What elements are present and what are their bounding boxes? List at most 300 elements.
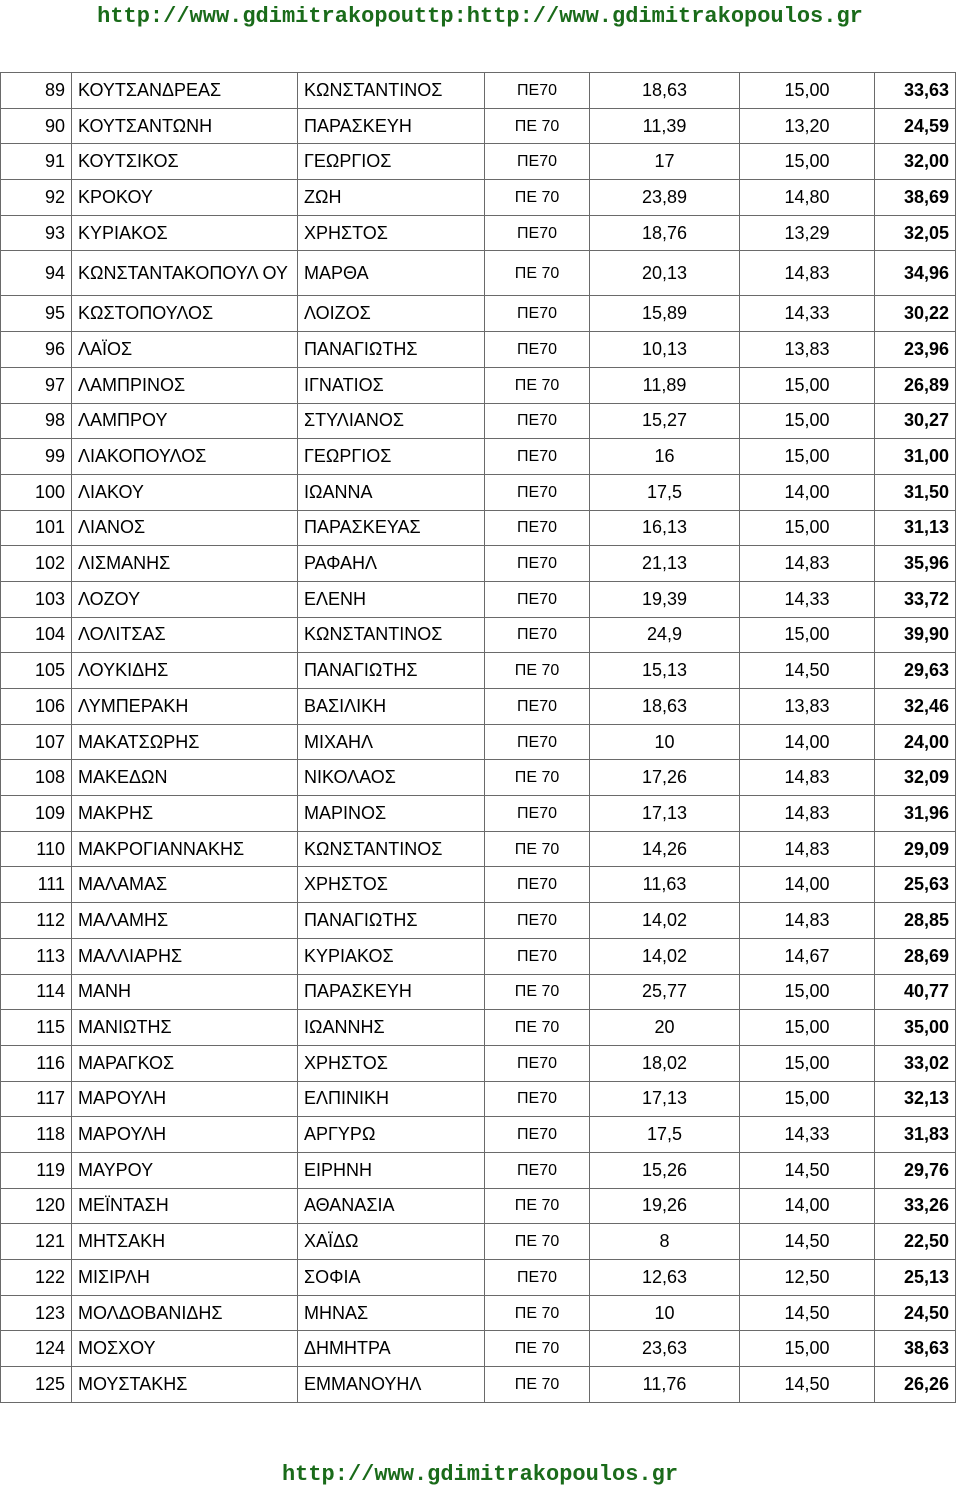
score-2-cell: 14,33 bbox=[740, 581, 875, 617]
surname-cell: ΜΕΪΝΤΑΣΗ bbox=[72, 1188, 298, 1224]
surname-cell: ΜΑΝΙΩΤΗΣ bbox=[72, 1010, 298, 1046]
surname-cell: ΜΑΡΑΓΚΟΣ bbox=[72, 1045, 298, 1081]
score-2-cell: 14,83 bbox=[740, 546, 875, 582]
table-row bbox=[1, 689, 956, 725]
score-2-cell: 13,20 bbox=[740, 108, 875, 144]
total-score-cell: 31,00 bbox=[875, 439, 956, 475]
score-1-cell: 18,02 bbox=[590, 1045, 740, 1081]
score-1-cell: 18,63 bbox=[590, 73, 740, 109]
specialty-cell: ΠΕ70 bbox=[485, 546, 590, 582]
table-row bbox=[1, 546, 956, 582]
score-1-cell: 11,63 bbox=[590, 867, 740, 903]
table-row bbox=[1, 180, 956, 216]
total-score-cell: 28,85 bbox=[875, 903, 956, 939]
specialty-cell: ΠΕ70 bbox=[485, 689, 590, 725]
first-name-cell: ΚΩΝΣΤΑΝΤΙΝΟΣ bbox=[298, 73, 485, 109]
first-name-cell: ΕΙΡΗΝΗ bbox=[298, 1152, 485, 1188]
results-table bbox=[0, 72, 956, 1403]
first-name-cell: ΕΜΜΑΝΟΥΗΛ bbox=[298, 1367, 485, 1403]
score-2-cell: 12,50 bbox=[740, 1260, 875, 1296]
total-score-cell: 33,26 bbox=[875, 1188, 956, 1224]
score-1-cell: 16 bbox=[590, 439, 740, 475]
score-1-cell: 15,27 bbox=[590, 403, 740, 439]
score-1-cell: 24,9 bbox=[590, 617, 740, 653]
row-number: 95 bbox=[1, 296, 72, 332]
specialty-cell: ΠΕ70 bbox=[485, 938, 590, 974]
row-number: 103 bbox=[1, 581, 72, 617]
row-number: 123 bbox=[1, 1295, 72, 1331]
specialty-cell: ΠΕ70 bbox=[485, 296, 590, 332]
specialty-cell: ΠΕ70 bbox=[485, 474, 590, 510]
first-name-cell: ΒΑΣΙΛΙΚΗ bbox=[298, 689, 485, 725]
table-row bbox=[1, 1367, 956, 1403]
first-name-cell: ΣΟΦΙΑ bbox=[298, 1260, 485, 1296]
score-1-cell: 11,89 bbox=[590, 367, 740, 403]
score-1-cell: 15,13 bbox=[590, 653, 740, 689]
score-1-cell: 25,77 bbox=[590, 974, 740, 1010]
specialty-cell: ΠΕ 70 bbox=[485, 180, 590, 216]
specialty-cell: ΠΕ 70 bbox=[485, 108, 590, 144]
table-row bbox=[1, 581, 956, 617]
table-row bbox=[1, 938, 956, 974]
surname-cell: ΜΟΣΧΟΥ bbox=[72, 1331, 298, 1367]
first-name-cell: ΧΡΗΣΤΟΣ bbox=[298, 867, 485, 903]
score-2-cell: 15,00 bbox=[740, 403, 875, 439]
score-2-cell: 15,00 bbox=[740, 144, 875, 180]
total-score-cell: 31,83 bbox=[875, 1117, 956, 1153]
surname-cell: ΛΑΜΠΡΙΝΟΣ bbox=[72, 367, 298, 403]
row-number: 107 bbox=[1, 724, 72, 760]
score-2-cell: 14,50 bbox=[740, 1152, 875, 1188]
surname-cell: ΚΩΣΤΟΠΟΥΛΟΣ bbox=[72, 296, 298, 332]
first-name-cell: ΚΥΡΙΑΚΟΣ bbox=[298, 938, 485, 974]
total-score-cell: 26,26 bbox=[875, 1367, 956, 1403]
table-row bbox=[1, 1010, 956, 1046]
table-row bbox=[1, 1152, 956, 1188]
surname-cell: ΜΑΚΑΤΣΩΡΗΣ bbox=[72, 724, 298, 760]
surname-cell: ΚΡΟΚΟΥ bbox=[72, 180, 298, 216]
score-1-cell: 18,76 bbox=[590, 215, 740, 251]
table-row bbox=[1, 510, 956, 546]
row-number: 92 bbox=[1, 180, 72, 216]
score-2-cell: 14,50 bbox=[740, 1295, 875, 1331]
total-score-cell: 39,90 bbox=[875, 617, 956, 653]
table-row bbox=[1, 1331, 956, 1367]
row-number: 117 bbox=[1, 1081, 72, 1117]
score-2-cell: 14,00 bbox=[740, 724, 875, 760]
table-row bbox=[1, 367, 956, 403]
specialty-cell: ΠΕ 70 bbox=[485, 831, 590, 867]
table-row bbox=[1, 1295, 956, 1331]
first-name-cell: ΧΡΗΣΤΟΣ bbox=[298, 215, 485, 251]
row-number: 114 bbox=[1, 974, 72, 1010]
surname-cell: ΜΑΚΡΟΓΙΑΝΝΑΚΗΣ bbox=[72, 831, 298, 867]
row-number: 91 bbox=[1, 144, 72, 180]
specialty-cell: ΠΕ70 bbox=[485, 581, 590, 617]
score-2-cell: 15,00 bbox=[740, 439, 875, 475]
score-2-cell: 15,00 bbox=[740, 974, 875, 1010]
total-score-cell: 31,96 bbox=[875, 796, 956, 832]
table-row bbox=[1, 332, 956, 368]
surname-cell: ΛΟΥΚΙΔΗΣ bbox=[72, 653, 298, 689]
specialty-cell: ΠΕ 70 bbox=[485, 1224, 590, 1260]
total-score-cell: 23,96 bbox=[875, 332, 956, 368]
score-2-cell: 15,00 bbox=[740, 617, 875, 653]
table-row bbox=[1, 1117, 956, 1153]
footer-url-link[interactable]: http://www.gdimitrakopoulos.gr bbox=[281, 1462, 679, 1487]
score-2-cell: 13,29 bbox=[740, 215, 875, 251]
row-number: 89 bbox=[1, 73, 72, 109]
specialty-cell: ΠΕ 70 bbox=[485, 974, 590, 1010]
row-number: 90 bbox=[1, 108, 72, 144]
total-score-cell: 24,50 bbox=[875, 1295, 956, 1331]
surname-cell: ΚΟΥΤΣΙΚΟΣ bbox=[72, 144, 298, 180]
score-2-cell: 15,00 bbox=[740, 1331, 875, 1367]
first-name-cell: ΠΑΝΑΓΙΩΤΗΣ bbox=[298, 332, 485, 368]
surname-cell: ΚΩΝΣΤΑΝΤΑΚΟΠΟΥΛ ΟΥ bbox=[72, 251, 298, 296]
score-2-cell: 13,83 bbox=[740, 332, 875, 368]
total-score-cell: 33,63 bbox=[875, 73, 956, 109]
row-number: 120 bbox=[1, 1188, 72, 1224]
row-number: 101 bbox=[1, 510, 72, 546]
first-name-cell: ΚΩΝΣΤΑΝΤΙΝΟΣ bbox=[298, 831, 485, 867]
specialty-cell: ΠΕ70 bbox=[485, 1260, 590, 1296]
table-row bbox=[1, 73, 956, 109]
score-2-cell: 14,83 bbox=[740, 760, 875, 796]
surname-cell: ΜΟΛΔΟΒΑΝΙΔΗΣ bbox=[72, 1295, 298, 1331]
surname-cell: ΛΥΜΠΕΡΑΚΗ bbox=[72, 689, 298, 725]
table-row bbox=[1, 1260, 956, 1296]
row-number: 112 bbox=[1, 903, 72, 939]
total-score-cell: 22,50 bbox=[875, 1224, 956, 1260]
specialty-cell: ΠΕ70 bbox=[485, 867, 590, 903]
total-score-cell: 29,09 bbox=[875, 831, 956, 867]
surname-cell: ΛΙΑΚΟΠΟΥΛΟΣ bbox=[72, 439, 298, 475]
table-row bbox=[1, 1045, 956, 1081]
row-number: 104 bbox=[1, 617, 72, 653]
row-number: 116 bbox=[1, 1045, 72, 1081]
surname-cell: ΚΟΥΤΣΑΝΤΩΝΗ bbox=[72, 108, 298, 144]
table-row bbox=[1, 724, 956, 760]
score-1-cell: 21,13 bbox=[590, 546, 740, 582]
score-1-cell: 23,63 bbox=[590, 1331, 740, 1367]
first-name-cell: ΓΕΩΡΓΙΟΣ bbox=[298, 439, 485, 475]
score-1-cell: 11,39 bbox=[590, 108, 740, 144]
table-row bbox=[1, 617, 956, 653]
total-score-cell: 33,02 bbox=[875, 1045, 956, 1081]
score-2-cell: 14,00 bbox=[740, 474, 875, 510]
score-1-cell: 17,26 bbox=[590, 760, 740, 796]
row-number: 108 bbox=[1, 760, 72, 796]
surname-cell: ΜΑΛΑΜΗΣ bbox=[72, 903, 298, 939]
table-row bbox=[1, 439, 956, 475]
first-name-cell: ΚΩΝΣΤΑΝΤΙΝΟΣ bbox=[298, 617, 485, 653]
surname-cell: ΛΙΑΚΟΥ bbox=[72, 474, 298, 510]
surname-cell: ΛΑΪΟΣ bbox=[72, 332, 298, 368]
first-name-cell: ΜΗΝΑΣ bbox=[298, 1295, 485, 1331]
row-number: 118 bbox=[1, 1117, 72, 1153]
table-row bbox=[1, 760, 956, 796]
first-name-cell: ΔΗΜΗΤΡΑ bbox=[298, 1331, 485, 1367]
row-number: 124 bbox=[1, 1331, 72, 1367]
total-score-cell: 32,13 bbox=[875, 1081, 956, 1117]
row-number: 109 bbox=[1, 796, 72, 832]
first-name-cell: ΑΘΑΝΑΣΙΑ bbox=[298, 1188, 485, 1224]
first-name-cell: ΠΑΡΑΣΚΕΥΗ bbox=[298, 108, 485, 144]
score-2-cell: 14,83 bbox=[740, 831, 875, 867]
score-2-cell: 13,83 bbox=[740, 689, 875, 725]
total-score-cell: 25,13 bbox=[875, 1260, 956, 1296]
total-score-cell: 32,46 bbox=[875, 689, 956, 725]
first-name-cell: ΜΑΡΘΑ bbox=[298, 251, 485, 296]
row-number: 110 bbox=[1, 831, 72, 867]
first-name-cell: ΕΛΠΙΝΙΚΗ bbox=[298, 1081, 485, 1117]
total-score-cell: 34,96 bbox=[875, 251, 956, 296]
score-2-cell: 14,83 bbox=[740, 251, 875, 296]
first-name-cell: ΝΙΚΟΛΑΟΣ bbox=[298, 760, 485, 796]
row-number: 119 bbox=[1, 1152, 72, 1188]
score-2-cell: 14,00 bbox=[740, 867, 875, 903]
score-1-cell: 15,89 bbox=[590, 296, 740, 332]
score-2-cell: 15,00 bbox=[740, 510, 875, 546]
total-score-cell: 26,89 bbox=[875, 367, 956, 403]
total-score-cell: 30,27 bbox=[875, 403, 956, 439]
surname-cell: ΜΑΛΑΜΑΣ bbox=[72, 867, 298, 903]
total-score-cell: 29,63 bbox=[875, 653, 956, 689]
score-2-cell: 14,67 bbox=[740, 938, 875, 974]
total-score-cell: 38,63 bbox=[875, 1331, 956, 1367]
surname-cell: ΜΑΡΟΥΛΗ bbox=[72, 1117, 298, 1153]
table-row bbox=[1, 144, 956, 180]
score-2-cell: 15,00 bbox=[740, 1010, 875, 1046]
first-name-cell: ΡΑΦΑΗΛ bbox=[298, 546, 485, 582]
surname-cell: ΜΑΡΟΥΛΗ bbox=[72, 1081, 298, 1117]
score-1-cell: 10 bbox=[590, 1295, 740, 1331]
surname-cell: ΚΟΥΤΣΑΝΔΡΕΑΣ bbox=[72, 73, 298, 109]
first-name-cell: ΧΡΗΣΤΟΣ bbox=[298, 1045, 485, 1081]
score-1-cell: 10,13 bbox=[590, 332, 740, 368]
surname-cell: ΛΙΣΜΑΝΗΣ bbox=[72, 546, 298, 582]
total-score-cell: 31,13 bbox=[875, 510, 956, 546]
first-name-cell: ΓΕΩΡΓΙΟΣ bbox=[298, 144, 485, 180]
total-score-cell: 33,72 bbox=[875, 581, 956, 617]
total-score-cell: 35,00 bbox=[875, 1010, 956, 1046]
score-1-cell: 8 bbox=[590, 1224, 740, 1260]
table-row bbox=[1, 1081, 956, 1117]
surname-cell: ΜΑΥΡΟΥ bbox=[72, 1152, 298, 1188]
table-row bbox=[1, 251, 956, 296]
score-2-cell: 15,00 bbox=[740, 367, 875, 403]
specialty-cell: ΠΕ 70 bbox=[485, 1188, 590, 1224]
row-number: 122 bbox=[1, 1260, 72, 1296]
score-1-cell: 10 bbox=[590, 724, 740, 760]
specialty-cell: ΠΕ70 bbox=[485, 724, 590, 760]
score-2-cell: 14,50 bbox=[740, 1367, 875, 1403]
total-score-cell: 30,22 bbox=[875, 296, 956, 332]
surname-cell: ΜΗΤΣΑΚΗ bbox=[72, 1224, 298, 1260]
specialty-cell: ΠΕ70 bbox=[485, 796, 590, 832]
score-1-cell: 14,02 bbox=[590, 938, 740, 974]
first-name-cell: ΙΩΑΝΝΗΣ bbox=[298, 1010, 485, 1046]
header-url-link[interactable]: http://www.gdimitrakopouttp:http://www.gdimitrakopoulos.gr bbox=[97, 4, 863, 29]
results-table-body bbox=[1, 73, 956, 1403]
surname-cell: ΜΑΛΛΙΑΡΗΣ bbox=[72, 938, 298, 974]
first-name-cell: ΖΩΗ bbox=[298, 180, 485, 216]
table-row bbox=[1, 653, 956, 689]
row-number: 106 bbox=[1, 689, 72, 725]
total-score-cell: 40,77 bbox=[875, 974, 956, 1010]
surname-cell: ΛΟΛΙΤΣΑΣ bbox=[72, 617, 298, 653]
row-number: 93 bbox=[1, 215, 72, 251]
score-1-cell: 16,13 bbox=[590, 510, 740, 546]
first-name-cell: ΙΩΑΝΝΑ bbox=[298, 474, 485, 510]
specialty-cell: ΠΕ 70 bbox=[485, 653, 590, 689]
total-score-cell: 32,00 bbox=[875, 144, 956, 180]
first-name-cell: ΣΤΥΛΙΑΝΟΣ bbox=[298, 403, 485, 439]
first-name-cell: ΛΟΙΖΟΣ bbox=[298, 296, 485, 332]
row-number: 113 bbox=[1, 938, 72, 974]
score-2-cell: 14,33 bbox=[740, 1117, 875, 1153]
table-row bbox=[1, 974, 956, 1010]
first-name-cell: ΜΙΧΑΗΛ bbox=[298, 724, 485, 760]
score-2-cell: 14,50 bbox=[740, 653, 875, 689]
row-number: 115 bbox=[1, 1010, 72, 1046]
table-row bbox=[1, 796, 956, 832]
score-1-cell: 14,02 bbox=[590, 903, 740, 939]
score-1-cell: 17 bbox=[590, 144, 740, 180]
score-1-cell: 19,26 bbox=[590, 1188, 740, 1224]
specialty-cell: ΠΕ 70 bbox=[485, 760, 590, 796]
first-name-cell: ΙΓΝΑΤΙΟΣ bbox=[298, 367, 485, 403]
score-1-cell: 14,26 bbox=[590, 831, 740, 867]
row-number: 111 bbox=[1, 867, 72, 903]
table-row bbox=[1, 1188, 956, 1224]
specialty-cell: ΠΕ70 bbox=[485, 403, 590, 439]
row-number: 105 bbox=[1, 653, 72, 689]
first-name-cell: ΜΑΡΙΝΟΣ bbox=[298, 796, 485, 832]
specialty-cell: ΠΕ70 bbox=[485, 903, 590, 939]
score-1-cell: 11,76 bbox=[590, 1367, 740, 1403]
table-row bbox=[1, 296, 956, 332]
total-score-cell: 32,09 bbox=[875, 760, 956, 796]
surname-cell: ΛΙΑΝΟΣ bbox=[72, 510, 298, 546]
score-1-cell: 15,26 bbox=[590, 1152, 740, 1188]
row-number: 125 bbox=[1, 1367, 72, 1403]
table-row bbox=[1, 831, 956, 867]
row-number: 121 bbox=[1, 1224, 72, 1260]
specialty-cell: ΠΕ70 bbox=[485, 1081, 590, 1117]
table-row bbox=[1, 215, 956, 251]
total-score-cell: 28,69 bbox=[875, 938, 956, 974]
row-number: 97 bbox=[1, 367, 72, 403]
specialty-cell: ΠΕ 70 bbox=[485, 251, 590, 296]
score-1-cell: 23,89 bbox=[590, 180, 740, 216]
table-row bbox=[1, 403, 956, 439]
score-2-cell: 14,33 bbox=[740, 296, 875, 332]
table-row bbox=[1, 1224, 956, 1260]
surname-cell: ΜΑΚΡΗΣ bbox=[72, 796, 298, 832]
surname-cell: ΜΙΣΙΡΛΗ bbox=[72, 1260, 298, 1296]
surname-cell: ΜΟΥΣΤΑΚΗΣ bbox=[72, 1367, 298, 1403]
total-score-cell: 29,76 bbox=[875, 1152, 956, 1188]
total-score-cell: 38,69 bbox=[875, 180, 956, 216]
specialty-cell: ΠΕ70 bbox=[485, 439, 590, 475]
specialty-cell: ΠΕ70 bbox=[485, 73, 590, 109]
total-score-cell: 35,96 bbox=[875, 546, 956, 582]
table-row bbox=[1, 903, 956, 939]
specialty-cell: ΠΕ70 bbox=[485, 1152, 590, 1188]
score-2-cell: 14,00 bbox=[740, 1188, 875, 1224]
specialty-cell: ΠΕ70 bbox=[485, 144, 590, 180]
row-number: 96 bbox=[1, 332, 72, 368]
first-name-cell: ΑΡΓΥΡΩ bbox=[298, 1117, 485, 1153]
specialty-cell: ΠΕ70 bbox=[485, 617, 590, 653]
score-1-cell: 20,13 bbox=[590, 251, 740, 296]
specialty-cell: ΠΕ70 bbox=[485, 510, 590, 546]
score-2-cell: 14,83 bbox=[740, 796, 875, 832]
row-number: 99 bbox=[1, 439, 72, 475]
score-1-cell: 17,5 bbox=[590, 1117, 740, 1153]
surname-cell: ΛΟΖΟΥ bbox=[72, 581, 298, 617]
specialty-cell: ΠΕ 70 bbox=[485, 1331, 590, 1367]
surname-cell: ΜΑΚΕΔΩΝ bbox=[72, 760, 298, 796]
specialty-cell: ΠΕ70 bbox=[485, 1045, 590, 1081]
score-2-cell: 14,80 bbox=[740, 180, 875, 216]
score-1-cell: 17,13 bbox=[590, 796, 740, 832]
score-1-cell: 17,5 bbox=[590, 474, 740, 510]
first-name-cell: ΠΑΡΑΣΚΕΥΗ bbox=[298, 974, 485, 1010]
score-1-cell: 17,13 bbox=[590, 1081, 740, 1117]
score-2-cell: 14,50 bbox=[740, 1224, 875, 1260]
table-row bbox=[1, 867, 956, 903]
row-number: 100 bbox=[1, 474, 72, 510]
score-2-cell: 15,00 bbox=[740, 1045, 875, 1081]
table-row bbox=[1, 108, 956, 144]
surname-cell: ΛΑΜΠΡΟΥ bbox=[72, 403, 298, 439]
total-score-cell: 25,63 bbox=[875, 867, 956, 903]
first-name-cell: ΠΑΡΑΣΚΕΥΑΣ bbox=[298, 510, 485, 546]
specialty-cell: ΠΕ70 bbox=[485, 332, 590, 368]
score-2-cell: 14,83 bbox=[740, 903, 875, 939]
score-2-cell: 15,00 bbox=[740, 73, 875, 109]
specialty-cell: ΠΕ 70 bbox=[485, 1010, 590, 1046]
specialty-cell: ΠΕ 70 bbox=[485, 1295, 590, 1331]
first-name-cell: ΕΛΕΝΗ bbox=[298, 581, 485, 617]
specialty-cell: ΠΕ 70 bbox=[485, 367, 590, 403]
score-1-cell: 19,39 bbox=[590, 581, 740, 617]
first-name-cell: ΠΑΝΑΓΙΩΤΗΣ bbox=[298, 653, 485, 689]
total-score-cell: 31,50 bbox=[875, 474, 956, 510]
specialty-cell: ΠΕ70 bbox=[485, 215, 590, 251]
score-1-cell: 20 bbox=[590, 1010, 740, 1046]
total-score-cell: 24,00 bbox=[875, 724, 956, 760]
total-score-cell: 32,05 bbox=[875, 215, 956, 251]
first-name-cell: ΠΑΝΑΓΙΩΤΗΣ bbox=[298, 903, 485, 939]
row-number: 98 bbox=[1, 403, 72, 439]
row-number: 94 bbox=[1, 251, 72, 296]
score-1-cell: 12,63 bbox=[590, 1260, 740, 1296]
score-2-cell: 15,00 bbox=[740, 1081, 875, 1117]
table-row bbox=[1, 474, 956, 510]
surname-cell: ΚΥΡΙΑΚΟΣ bbox=[72, 215, 298, 251]
total-score-cell: 24,59 bbox=[875, 108, 956, 144]
surname-cell: ΜΑΝΗ bbox=[72, 974, 298, 1010]
specialty-cell: ΠΕ 70 bbox=[485, 1367, 590, 1403]
row-number: 102 bbox=[1, 546, 72, 582]
score-1-cell: 18,63 bbox=[590, 689, 740, 725]
specialty-cell: ΠΕ70 bbox=[485, 1117, 590, 1153]
first-name-cell: ΧΑΪΔΩ bbox=[298, 1224, 485, 1260]
